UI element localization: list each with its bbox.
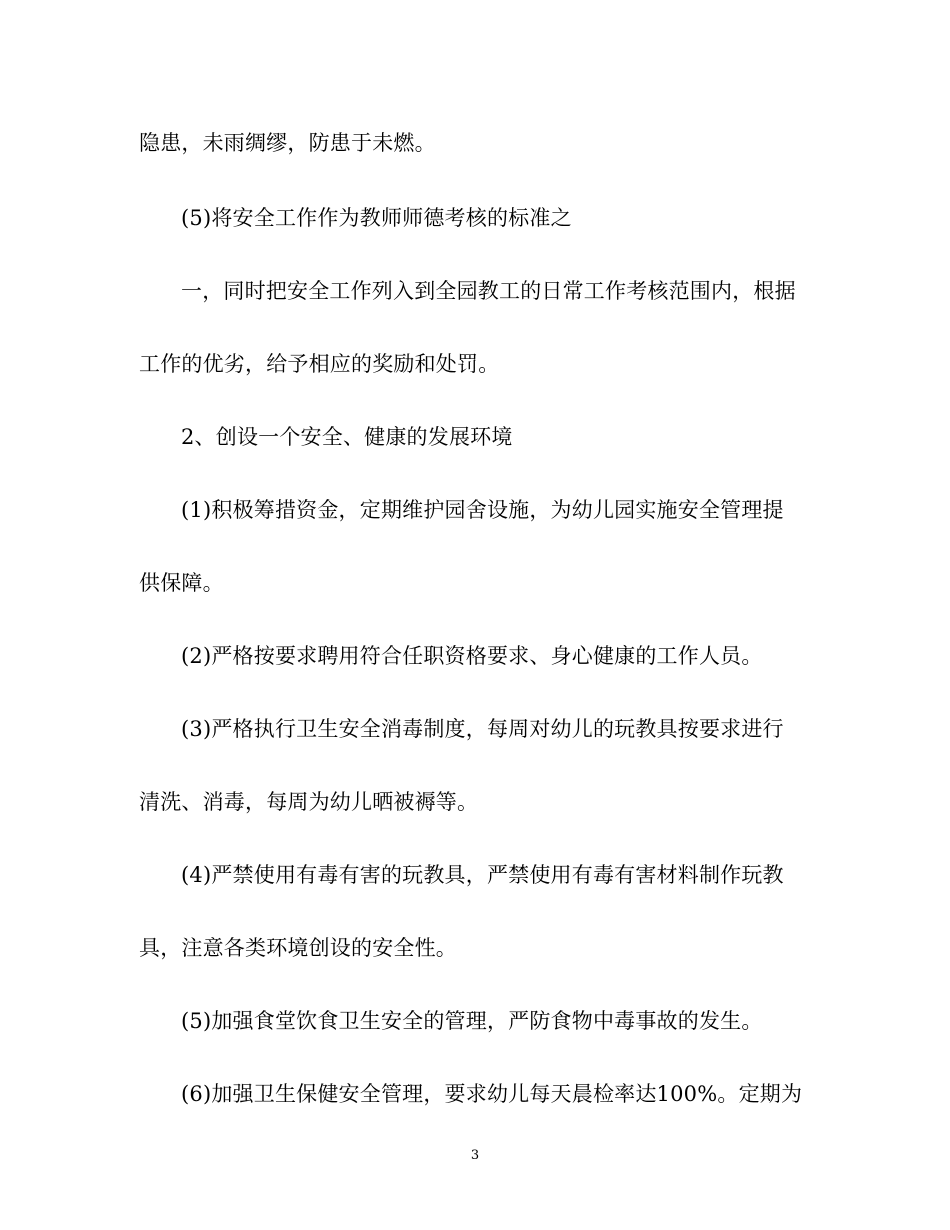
text-line: 具，注意各类环境创设的安全性。 xyxy=(139,936,457,960)
text-line: 隐患，未雨绸缪，防患于未燃。 xyxy=(139,131,436,155)
page-number: 3 xyxy=(470,1148,480,1163)
text-line: 一，同时把安全工作列入到全园教工的日常工作考核范围内，根据 xyxy=(181,279,796,303)
text-line: 供保障。 xyxy=(139,571,224,595)
text-line: (1)积极筹措资金，定期维护园舍设施，为幼儿园实施安全管理提 xyxy=(181,498,784,522)
text-line: (2)严格按要求聘用符合任职资格要求、身心健康的工作人员。 xyxy=(181,644,763,668)
text-line: 工作的优劣，给予相应的奖励和处罚。 xyxy=(139,352,500,376)
text-line: (4)严禁使用有毒有害的玩教具，严禁使用有毒有害材料制作玩教 xyxy=(181,863,784,887)
text-line: (5)加强食堂饮食卫生安全的管理，严防食物中毒事故的发生。 xyxy=(181,1009,763,1033)
text-line: (5)将安全工作作为教师师德考核的标准之 xyxy=(181,206,572,230)
text-line: 清洗、消毒，每周为幼儿晒被褥等。 xyxy=(139,790,479,814)
text-line: (3)严格执行卫生安全消毒制度，每周对幼儿的玩教具按要求进行 xyxy=(181,717,784,741)
text-line: 2、创设一个安全、健康的发展环境 xyxy=(181,425,513,449)
text-line: (6)加强卫生保健安全管理，要求幼儿每天晨检率达100%。定期为 xyxy=(181,1082,803,1106)
